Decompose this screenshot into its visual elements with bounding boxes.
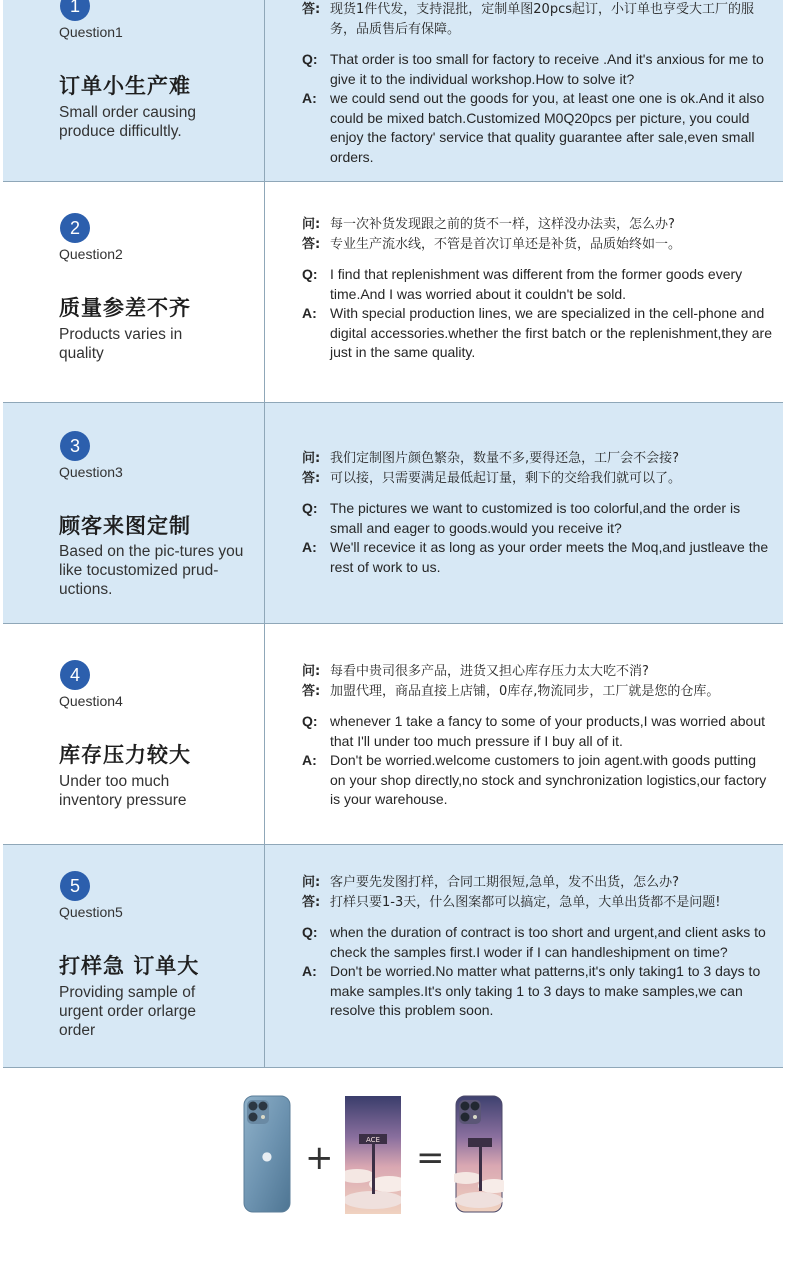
question-en bbox=[302, 923, 772, 962]
question-title-en: Products varies in quality bbox=[59, 326, 183, 362]
question-label: Question2 bbox=[59, 246, 123, 262]
row-divider bbox=[3, 402, 783, 403]
question-prefix-en: Q: bbox=[302, 924, 318, 940]
column-divider bbox=[264, 0, 265, 1067]
question-text-cn: 客户要先发图打样，合同工期很短,急单，发不出货，怎么办? bbox=[330, 875, 680, 890]
qa-block-1 bbox=[302, 0, 772, 167]
row-divider bbox=[3, 623, 783, 624]
question-prefix-en: Q: bbox=[302, 713, 318, 729]
question-text-cn: 每一次补货发现跟之前的货不一样，这样没办法卖，怎么办? bbox=[330, 217, 675, 232]
qa-block-2 bbox=[302, 215, 772, 363]
custom-phone-image bbox=[454, 1094, 504, 1214]
question-prefix-en: Q: bbox=[302, 51, 318, 67]
answer-text-cn: 加盟代理，商品直接上店铺，0库存,物流同步，工厂就是您的仓库。 bbox=[330, 684, 720, 699]
question-title-en: Based on the pic-tures you like tocustomized prud-uctions. bbox=[59, 543, 244, 598]
question-en bbox=[302, 712, 772, 751]
answer-text-en: Don't be worried.No matter what patterns,it's only taking1 to 3 days to make samples.It's only taking 1 to 3 days to make samples,we can resolve this problem soon. bbox=[330, 963, 761, 1018]
question-cn bbox=[302, 873, 772, 893]
question-cn bbox=[302, 449, 772, 469]
question-prefix-cn: 问: bbox=[302, 664, 321, 679]
question-en bbox=[302, 265, 772, 304]
poster-sign-text: ACE bbox=[366, 1136, 380, 1144]
question-prefix-en: Q: bbox=[302, 500, 318, 516]
question-prefix-cn: 问: bbox=[302, 875, 321, 890]
question-en bbox=[302, 50, 772, 89]
blank-phone-image bbox=[242, 1094, 292, 1214]
apple-logo-icon: ● bbox=[261, 1149, 273, 1163]
question-text-en: That order is too small for factory to receive .And it's anxious for me to give it to the individual workshop.How to solve it? bbox=[330, 51, 764, 87]
answer-prefix-en: A: bbox=[302, 752, 317, 768]
answer-text-cn: 打样只要1-3天，什么图案都可以搞定，急单，大单出货都不是问题! bbox=[330, 895, 721, 910]
question-title-en: Providing sample of urgent order orlarge order bbox=[59, 984, 196, 1039]
answer-en bbox=[302, 538, 772, 577]
answer-en bbox=[302, 962, 772, 1021]
answer-prefix-cn: 答: bbox=[302, 2, 321, 17]
qa-block-5 bbox=[302, 873, 772, 1021]
question-cn bbox=[302, 662, 772, 682]
answer-prefix-en: A: bbox=[302, 305, 317, 321]
question-number-badge: 5 bbox=[60, 871, 90, 901]
question-prefix-en: Q: bbox=[302, 266, 318, 282]
answer-text-cn: 可以接，只需要满足最低起订量，剩下的交给我们就可以了。 bbox=[330, 471, 682, 486]
question-title-cn: 订单小生产难 bbox=[59, 74, 191, 98]
equals-symbol: = bbox=[416, 1138, 445, 1178]
question-text-en: The pictures we want to customized is too colorful,and the order is small and eager to goods.would you receive it? bbox=[330, 500, 741, 536]
question-title-cn: 顾客来图定制 bbox=[59, 514, 191, 538]
answer-prefix-en: A: bbox=[302, 90, 317, 106]
question-number-badge: 4 bbox=[60, 660, 90, 690]
answer-prefix-cn: 答: bbox=[302, 237, 321, 252]
answer-cn bbox=[302, 682, 772, 702]
answer-cn bbox=[302, 469, 772, 489]
answer-prefix-cn: 答: bbox=[302, 471, 321, 486]
answer-en bbox=[302, 89, 772, 167]
question-text-en: I find that replenishment was different from the former goods every time.And I was worried about it couldn't be sold. bbox=[330, 266, 743, 302]
answer-text-en: Don't be worried.welcome customers to join agent.with goods putting on your shop directly,no stock and synchronization logistics,our factory is your warehouse. bbox=[330, 752, 767, 807]
question-text-en: whenever 1 take a fancy to some of your products,I was worried about that I'll under too much pressure if I buy all of it. bbox=[330, 713, 766, 749]
question-title-cn: 质量参差不齐 bbox=[59, 296, 191, 320]
question-text-cn: 每看中贵司很多产品，进货又担心库存压力太大吃不消? bbox=[330, 664, 649, 679]
question-text-en: when the duration of contract is too short and urgent,and client asks to check the samples first.I woder if I can handleshipment on time? bbox=[330, 924, 766, 960]
question-number-badge: 2 bbox=[60, 213, 90, 243]
question-cn bbox=[302, 215, 772, 235]
answer-prefix-en: A: bbox=[302, 539, 317, 555]
answer-text-cn: 专业生产流水线，不管是首次订单还是补货，品质始终如一。 bbox=[330, 237, 682, 252]
answer-cn bbox=[302, 0, 772, 40]
answer-en bbox=[302, 304, 772, 363]
poster-artwork-image bbox=[345, 1096, 401, 1214]
answer-cn bbox=[302, 893, 772, 913]
question-label: Question3 bbox=[59, 464, 123, 480]
row-divider bbox=[3, 1067, 783, 1068]
answer-prefix-en: A: bbox=[302, 963, 317, 979]
question-number-badge: 3 bbox=[60, 431, 90, 461]
answer-text-en: With special production lines, we are specialized in the cell-phone and digital accessories.whether the first batch or the replenishment,they are just in the same quality. bbox=[330, 305, 773, 360]
row-divider bbox=[3, 844, 783, 845]
answer-text-cn: 现货1件代发，支持混批，定制单图20pcs起订，小订单也亨受大工厂的服务，品质售后有保障。 bbox=[330, 2, 754, 37]
qa-block-3 bbox=[302, 449, 772, 577]
question-title-cn: 库存压力较大 bbox=[59, 743, 191, 767]
qa-block-4 bbox=[302, 662, 772, 810]
answer-prefix-cn: 答: bbox=[302, 684, 321, 699]
question-label: Question5 bbox=[59, 904, 123, 920]
question-prefix-cn: 问: bbox=[302, 451, 321, 466]
question-title-cn: 打样急 订单大 bbox=[59, 954, 200, 978]
answer-en bbox=[302, 751, 772, 810]
question-label: Question4 bbox=[59, 693, 123, 709]
customization-formula bbox=[0, 1090, 790, 1220]
answer-prefix-cn: 答: bbox=[302, 895, 321, 910]
question-number-badge: 1 bbox=[60, 0, 90, 21]
row-divider bbox=[3, 181, 783, 182]
question-text-cn: 我们定制图片颜色繁杂，数量不多,要得还急，工厂会不会接? bbox=[330, 451, 680, 466]
question-en bbox=[302, 499, 772, 538]
question-title-en: Small order causing produce difficultly. bbox=[59, 104, 196, 140]
answer-text-en: We'll recevice it as long as your order meets the Moq,and justleave the rest of work to us. bbox=[330, 539, 769, 575]
question-label: Question1 bbox=[59, 24, 123, 40]
answer-text-en: we could send out the goods for you, at least one one is ok.And it also could be mixed batch.Customized M0Q20pcs per picture, you could enjoy the factory' service that quality guarantee after sale,even small orders. bbox=[330, 90, 765, 165]
answer-cn bbox=[302, 235, 772, 255]
plus-symbol: + bbox=[305, 1138, 334, 1178]
question-title-en: Under too much inventory pressure bbox=[59, 773, 187, 809]
question-prefix-cn: 问: bbox=[302, 217, 321, 232]
